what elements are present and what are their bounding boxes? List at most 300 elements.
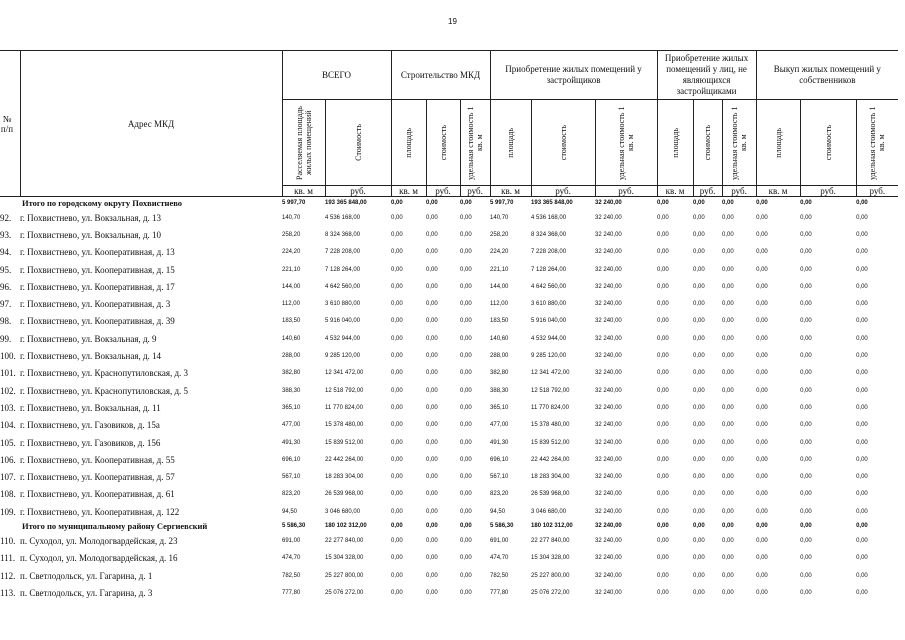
- row-value: 5 997,70: [490, 200, 514, 206]
- table-row: [0, 330, 898, 347]
- row-address: п. Светлодольск, ул. Гагарина, д. 3: [20, 587, 153, 598]
- header-total-area: Расселяемая площадь жилых помещений: [282, 100, 325, 186]
- row-value: 0,00: [460, 318, 472, 325]
- row-value: 0,00: [657, 301, 669, 308]
- unit-label: руб.: [693, 186, 722, 197]
- row-value: 0,00: [693, 523, 705, 530]
- row-value: 0,00: [657, 283, 669, 290]
- row-value: 0,00: [756, 523, 768, 530]
- row-value: 0,00: [800, 508, 812, 515]
- header-group-total: ВСЕГО: [282, 51, 391, 100]
- row-value: 0,00: [460, 456, 472, 463]
- row-address: г. Похвистнево, ул. Кооперативная, д. 13: [20, 247, 175, 258]
- row-value: 7 128 264,00: [531, 266, 567, 273]
- row-value: 0,00: [722, 439, 734, 446]
- row-value: 4 536 168,00: [531, 214, 567, 221]
- row-value: 0,00: [391, 353, 403, 360]
- row-address: г. Похвистнево, ул. Вокзальная, д. 9: [20, 333, 157, 344]
- row-value: 9 285 120,00: [325, 353, 361, 360]
- row-value: 0,00: [756, 555, 768, 562]
- row-value: 0,00: [426, 422, 438, 429]
- row-number: 112.: [0, 570, 16, 581]
- row-value: 0,00: [693, 422, 705, 429]
- row-value: 0,00: [800, 523, 812, 530]
- row-value: 0,00: [800, 249, 812, 256]
- row-value: 0,00: [657, 353, 669, 360]
- row-address: п. Светлодольск, ул. Гагарина, д. 1: [20, 570, 153, 581]
- row-value: 0,00: [722, 456, 734, 463]
- unit-label: кв. м: [657, 186, 693, 197]
- row-value: 0,00: [693, 474, 705, 481]
- header-sub: стоимость: [800, 100, 856, 186]
- row-value: 0,00: [856, 456, 868, 463]
- row-address: г. Похвистнево, ул. Краснопутиловская, д. 3: [20, 368, 189, 379]
- row-value: 0,00: [722, 508, 734, 515]
- row-value: 0,00: [426, 456, 438, 463]
- row-value: 0,00: [722, 555, 734, 562]
- row-value: 0,00: [693, 335, 705, 342]
- row-value: 0,00: [756, 439, 768, 446]
- row-value: 180 102 312,00: [325, 523, 367, 530]
- row-address: г. Похвистнево, ул. Газовиков, д. 156: [20, 437, 161, 448]
- row-value: 0,00: [460, 572, 472, 579]
- row-value: 0,00: [657, 318, 669, 325]
- header-sub: стоимость: [531, 100, 595, 186]
- row-value: 180 102 312,00: [531, 523, 573, 530]
- row-value: 8 324 368,00: [325, 231, 361, 238]
- row-value: 15 378 480,00: [325, 422, 364, 429]
- row-number: 113.: [0, 587, 16, 598]
- row-value: 5 997,70: [282, 200, 306, 206]
- row-value: 382,80: [490, 370, 509, 377]
- row-value: 474,70: [282, 555, 301, 562]
- row-number: 94.: [0, 247, 12, 258]
- header-sub: удельная стоимость 1 кв. м: [856, 100, 898, 186]
- row-value: 0,00: [722, 200, 734, 206]
- row-value: 696,10: [282, 456, 301, 463]
- row-value: 32 240,00: [595, 283, 622, 290]
- row-value: 32 240,00: [595, 537, 622, 544]
- row-value: 0,00: [756, 214, 768, 221]
- row-value: 140,70: [490, 214, 509, 221]
- row-value: 7 128 264,00: [325, 266, 361, 273]
- row-value: 0,00: [756, 335, 768, 342]
- row-value: 691,00: [490, 537, 509, 544]
- row-value: 0,00: [800, 200, 812, 206]
- row-value: 140,70: [282, 214, 301, 221]
- row-value: 32 240,00: [595, 249, 622, 256]
- row-value: 0,00: [657, 537, 669, 544]
- row-address: г. Похвистнево, ул. Краснопутиловская, д. 5: [20, 385, 189, 396]
- row-value: 0,00: [722, 474, 734, 481]
- table-row: [0, 417, 898, 434]
- row-value: 0,00: [756, 283, 768, 290]
- row-value: 0,00: [693, 231, 705, 238]
- unit-label: руб.: [325, 186, 391, 197]
- row-value: 0,00: [693, 214, 705, 221]
- row-value: 4 642 560,00: [325, 283, 361, 290]
- row-address: г. Похвистнево, ул. Вокзальная, д. 11: [20, 402, 161, 413]
- row-value: 0,00: [657, 422, 669, 429]
- header-group-construction: Строительство МКД: [391, 51, 490, 100]
- row-value: 32 240,00: [595, 353, 622, 360]
- row-value: 0,00: [722, 318, 734, 325]
- row-value: 388,30: [490, 387, 509, 394]
- row-value: 0,00: [856, 249, 868, 256]
- row-value: 0,00: [391, 249, 403, 256]
- unit-label: кв. м: [391, 186, 426, 197]
- row-value: 0,00: [800, 537, 812, 544]
- row-value: 365,10: [282, 404, 301, 411]
- row-value: 221,10: [490, 266, 509, 273]
- row-value: 0,00: [722, 387, 734, 394]
- row-value: 0,00: [722, 266, 734, 273]
- row-value: 0,00: [426, 335, 438, 342]
- row-value: 0,00: [856, 335, 868, 342]
- row-value: 0,00: [756, 456, 768, 463]
- table-row: [0, 532, 898, 549]
- row-value: 0,00: [657, 555, 669, 562]
- row-value: 0,00: [391, 491, 403, 498]
- row-value: 32 240,00: [595, 214, 622, 221]
- row-value: 183,50: [282, 318, 301, 325]
- row-value: 0,00: [460, 589, 472, 596]
- row-value: 0,00: [426, 523, 438, 530]
- row-value: 0,00: [856, 555, 868, 562]
- row-value: 0,00: [460, 491, 472, 498]
- row-value: 0,00: [693, 589, 705, 596]
- row-value: 0,00: [426, 301, 438, 308]
- row-value: 0,00: [800, 353, 812, 360]
- row-value: 0,00: [426, 474, 438, 481]
- row-value: 94,50: [490, 508, 506, 515]
- row-value: 258,20: [490, 231, 509, 238]
- unit-label: руб.: [595, 186, 657, 197]
- row-value: 0,00: [693, 370, 705, 377]
- row-value: 0,00: [722, 537, 734, 544]
- header-total-cost: Стоимость: [325, 100, 391, 186]
- row-value: 0,00: [756, 589, 768, 596]
- row-value: 0,00: [856, 370, 868, 377]
- row-value: 22 442 264,00: [531, 456, 570, 463]
- row-value: 0,00: [391, 537, 403, 544]
- row-value: 4 536 168,00: [325, 214, 361, 221]
- row-address: г. Похвистнево, ул. Кооперативная, д. 55: [20, 454, 175, 465]
- row-value: 26 539 968,00: [325, 491, 364, 498]
- table-row: [0, 399, 898, 416]
- row-value: 11 770 824,00: [531, 404, 569, 411]
- row-value: 12 518 792,00: [325, 387, 364, 394]
- row-value: 0,00: [657, 474, 669, 481]
- row-number: 95.: [0, 264, 12, 275]
- row-value: 0,00: [856, 491, 868, 498]
- table-row: [0, 365, 898, 382]
- row-value: 0,00: [426, 353, 438, 360]
- table-row: [0, 584, 898, 601]
- row-value: 0,00: [391, 301, 403, 308]
- row-value: 26 539 968,00: [531, 491, 570, 498]
- row-value: 0,00: [391, 523, 403, 530]
- row-address: г. Похвистнево, ул. Кооперативная, д. 57: [20, 472, 175, 483]
- row-value: 0,00: [856, 404, 868, 411]
- subtotal-row: [0, 520, 898, 532]
- row-value: 0,00: [657, 249, 669, 256]
- row-value: 22 442 264,00: [325, 456, 364, 463]
- row-value: 0,00: [426, 249, 438, 256]
- row-value: 144,00: [490, 283, 509, 290]
- unit-label: руб.: [856, 186, 898, 197]
- row-value: 0,00: [460, 353, 472, 360]
- row-value: 782,50: [490, 572, 509, 579]
- row-value: 0,00: [856, 231, 868, 238]
- row-value: 32 240,00: [595, 456, 622, 463]
- row-value: 144,00: [282, 283, 301, 290]
- subtotal-label: Итого по муниципальному району Сергиевский: [22, 521, 208, 532]
- row-value: 0,00: [460, 387, 472, 394]
- row-value: 0,00: [460, 200, 472, 206]
- row-value: 0,00: [426, 537, 438, 544]
- unit-label: руб.: [426, 186, 460, 197]
- row-value: 0,00: [756, 301, 768, 308]
- row-value: 5 916 040,00: [531, 318, 567, 325]
- row-value: 0,00: [722, 404, 734, 411]
- page-number: 19: [448, 17, 457, 26]
- row-value: 0,00: [756, 508, 768, 515]
- table-row: [0, 244, 898, 261]
- row-value: 32 240,00: [595, 508, 622, 515]
- unit-label: руб.: [722, 186, 756, 197]
- row-value: 0,00: [722, 301, 734, 308]
- row-value: 15 839 512,00: [531, 439, 570, 446]
- housing-table: [0, 50, 898, 602]
- row-number: 106.: [0, 454, 16, 465]
- header-sub: удельная стоимость 1 кв. м: [460, 100, 490, 186]
- row-value: 777,80: [490, 589, 509, 596]
- row-value: 0,00: [693, 508, 705, 515]
- row-value: 32 240,00: [595, 474, 622, 481]
- row-value: 0,00: [856, 422, 868, 429]
- row-number: 103.: [0, 402, 16, 413]
- table-row: [0, 226, 898, 243]
- row-value: 696,10: [490, 456, 509, 463]
- row-value: 288,00: [490, 353, 509, 360]
- row-value: 22 277 840,00: [531, 537, 570, 544]
- row-value: 0,00: [391, 283, 403, 290]
- row-value: 0,00: [693, 283, 705, 290]
- row-number: 105.: [0, 437, 16, 448]
- row-value: 3 610 880,00: [531, 301, 567, 308]
- row-value: 0,00: [460, 335, 472, 342]
- row-value: 823,20: [282, 491, 301, 498]
- row-value: 0,00: [460, 370, 472, 377]
- row-value: 0,00: [391, 439, 403, 446]
- row-value: 3 046 680,00: [531, 508, 567, 515]
- row-value: 0,00: [657, 335, 669, 342]
- row-address: п. Суходол, ул. Молодогвардейская, д. 16: [20, 553, 178, 564]
- row-value: 0,00: [460, 474, 472, 481]
- row-value: 0,00: [426, 214, 438, 221]
- row-value: 0,00: [800, 387, 812, 394]
- row-value: 0,00: [460, 231, 472, 238]
- header-sub: площадь: [490, 100, 531, 186]
- row-value: 0,00: [657, 491, 669, 498]
- row-value: 0,00: [756, 491, 768, 498]
- row-value: 0,00: [460, 301, 472, 308]
- row-value: 0,00: [460, 266, 472, 273]
- table-row: [0, 278, 898, 295]
- row-value: 0,00: [657, 370, 669, 377]
- row-value: 0,00: [722, 523, 734, 530]
- row-value: 474,70: [490, 555, 509, 562]
- row-value: 782,50: [282, 572, 301, 579]
- row-value: 0,00: [426, 283, 438, 290]
- row-value: 0,00: [693, 491, 705, 498]
- table-body: [0, 197, 898, 602]
- row-value: 32 240,00: [595, 231, 622, 238]
- row-value: 5 586,30: [490, 523, 514, 530]
- row-value: 0,00: [460, 523, 472, 530]
- row-number: 110.: [0, 535, 16, 546]
- row-value: 823,20: [490, 491, 509, 498]
- row-value: 0,00: [800, 266, 812, 273]
- row-value: 0,00: [800, 589, 812, 596]
- row-value: 12 341 472,00: [531, 370, 570, 377]
- table-row: [0, 261, 898, 278]
- table-row: [0, 567, 898, 584]
- row-value: 0,00: [657, 231, 669, 238]
- row-value: 567,10: [282, 474, 301, 481]
- subtotal-label: Итого по городскому округу Похвистнево: [22, 198, 182, 208]
- row-value: 0,00: [426, 589, 438, 596]
- row-value: 0,00: [856, 439, 868, 446]
- row-number: 96.: [0, 281, 12, 292]
- row-number: 101.: [0, 368, 16, 379]
- row-value: 0,00: [722, 283, 734, 290]
- row-value: 0,00: [856, 353, 868, 360]
- row-value: 32 240,00: [595, 370, 622, 377]
- row-number: 99.: [0, 333, 12, 344]
- row-value: 0,00: [426, 491, 438, 498]
- header-group-developers: Приобретение жилых помещений у застройщиков: [490, 51, 657, 100]
- row-value: 0,00: [800, 456, 812, 463]
- row-value: 0,00: [722, 353, 734, 360]
- row-value: 32 240,00: [595, 439, 622, 446]
- row-address: г. Похвистнево, ул. Кооперативная, д. 39: [20, 316, 175, 327]
- row-value: 25 227 800,00: [325, 572, 364, 579]
- row-value: 691,00: [282, 537, 301, 544]
- row-value: 0,00: [856, 523, 868, 530]
- row-value: 12 341 472,00: [325, 370, 364, 377]
- row-value: 0,00: [391, 214, 403, 221]
- row-value: 0,00: [391, 370, 403, 377]
- row-address: п. Суходол, ул. Молодогвардейская, д. 23: [20, 535, 178, 546]
- row-value: 0,00: [657, 508, 669, 515]
- row-value: 477,00: [282, 422, 301, 429]
- row-value: 32 240,00: [595, 523, 622, 530]
- row-value: 0,00: [426, 508, 438, 515]
- row-value: 0,00: [800, 214, 812, 221]
- table-row: [0, 434, 898, 451]
- header-sub: удельная стоимость 1 кв. м: [722, 100, 756, 186]
- row-address: г. Похвистнево, ул. Кооперативная, д. 3: [20, 299, 171, 310]
- row-value: 258,20: [282, 231, 301, 238]
- row-value: 0,00: [460, 404, 472, 411]
- row-value: 32 240,00: [595, 572, 622, 579]
- row-value: 3 046 680,00: [325, 508, 361, 515]
- row-value: 0,00: [391, 200, 403, 206]
- row-value: 15 378 480,00: [531, 422, 570, 429]
- row-value: 32 240,00: [595, 387, 622, 394]
- row-value: 224,20: [282, 249, 301, 256]
- row-value: 0,00: [800, 439, 812, 446]
- row-value: 32 240,00: [595, 335, 622, 342]
- header-address: Адрес МКД: [20, 51, 282, 197]
- table-row: [0, 451, 898, 468]
- row-number: 111.: [0, 553, 16, 564]
- header-sub: площадь: [756, 100, 800, 186]
- row-number: 102.: [0, 385, 16, 396]
- row-value: 0,00: [756, 370, 768, 377]
- row-value: 491,30: [490, 439, 509, 446]
- row-value: 0,00: [856, 318, 868, 325]
- row-value: 0,00: [391, 508, 403, 515]
- row-value: 0,00: [391, 387, 403, 394]
- row-value: 0,00: [800, 318, 812, 325]
- row-value: 193 365 848,00: [325, 200, 367, 206]
- row-value: 32 240,00: [595, 491, 622, 498]
- row-value: 0,00: [460, 537, 472, 544]
- header-num: № п/п: [0, 51, 20, 197]
- row-value: 388,30: [282, 387, 301, 394]
- row-value: 32 240,00: [595, 555, 622, 562]
- row-address: г. Похвистнево, ул. Кооперативная, д. 15: [20, 264, 175, 275]
- row-value: 0,00: [693, 572, 705, 579]
- row-value: 0,00: [722, 249, 734, 256]
- row-value: 8 324 368,00: [531, 231, 567, 238]
- header-group-buyout: Выкуп жилых помещений у собственников: [756, 51, 898, 100]
- row-value: 0,00: [800, 404, 812, 411]
- header-sub: стоимость: [693, 100, 722, 186]
- row-value: 0,00: [391, 266, 403, 273]
- row-value: 25 227 800,00: [531, 572, 570, 579]
- subtotal-row: [0, 197, 898, 210]
- row-value: 0,00: [391, 422, 403, 429]
- header-sub: удельная стоимость 1 кв. м: [595, 100, 657, 186]
- header-sub: стоимость: [426, 100, 460, 186]
- row-value: 0,00: [391, 335, 403, 342]
- row-value: 0,00: [800, 491, 812, 498]
- row-number: 109.: [0, 506, 16, 517]
- row-value: 0,00: [460, 249, 472, 256]
- row-value: 0,00: [722, 491, 734, 498]
- unit-label: руб.: [800, 186, 856, 197]
- row-value: 183,50: [490, 318, 509, 325]
- row-value: 0,00: [426, 370, 438, 377]
- row-value: 0,00: [657, 404, 669, 411]
- row-value: 0,00: [460, 283, 472, 290]
- row-number: 107.: [0, 472, 16, 483]
- row-value: 365,10: [490, 404, 509, 411]
- row-value: 0,00: [800, 572, 812, 579]
- row-value: 0,00: [800, 555, 812, 562]
- row-value: 0,00: [693, 404, 705, 411]
- row-value: 0,00: [391, 404, 403, 411]
- row-value: 0,00: [426, 318, 438, 325]
- row-value: 140,60: [282, 335, 301, 342]
- row-value: 0,00: [391, 318, 403, 325]
- table-row: [0, 209, 898, 226]
- table-row: [0, 550, 898, 567]
